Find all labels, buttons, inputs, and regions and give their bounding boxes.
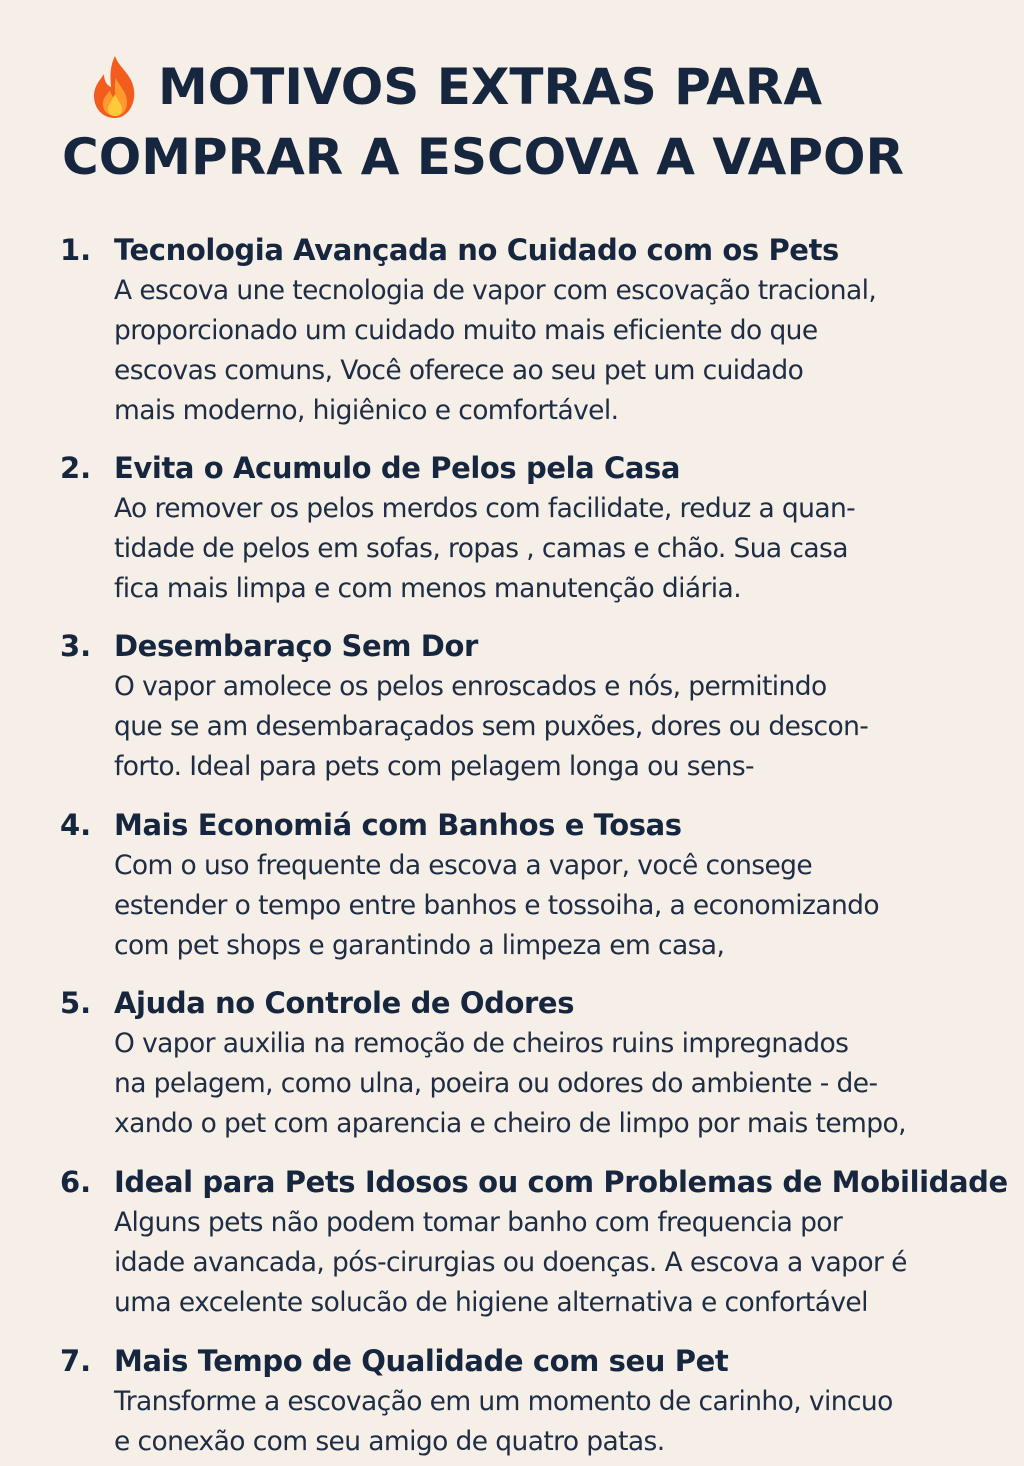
item-heading: Tecnologia Avançada no Cuidado com os Pets <box>114 233 839 267</box>
item-body-line: O vapor auxilia na remoção de cheiros ruins impregnados <box>114 1028 849 1059</box>
item-body-line: proporcionado um cuidado muito mais eficiente do que <box>114 315 818 346</box>
item-body-line: idade avancada, pós-cirurgias ou doenças. A escova a vapor é <box>114 1247 907 1278</box>
item-number: 4. <box>60 808 92 842</box>
item-heading: Mais Economiá com Banhos e Tosas <box>114 808 682 842</box>
item-body-line: fica mais limpa e com menos manutenção diária. <box>114 573 742 604</box>
item-body-line: escovas comuns, Você oferece ao seu pet um cuidado <box>114 355 804 386</box>
item-body-line: uma excelente solucão de higiene alternativa e confortável <box>114 1287 868 1318</box>
item-number: 3. <box>60 629 92 663</box>
title-line-2: COMPRAR A ESCOVA A VAPOR <box>62 128 904 186</box>
item-body-line: e conexão com seu amigo de quatro patas. <box>114 1426 665 1457</box>
item-heading: Desembaraço Sem Dor <box>114 629 478 663</box>
item-body <box>114 271 876 431</box>
item-body-line: Com o uso frequente da escova a vapor, você consege <box>114 850 813 881</box>
item-body-line: mais moderno, higiênico e comfortável. <box>114 395 619 426</box>
item-body-line: forto. Ideal para pets com pelagem longa ou sens- <box>114 751 755 782</box>
title-line-1 <box>62 52 1002 122</box>
item-body-line: Transforme a escovação em um momento de carinho, vincuo <box>114 1386 893 1417</box>
item-body-line: Ao remover os pelos merdos com facilidate, reduz a quan- <box>114 493 856 524</box>
item-body <box>114 1382 893 1462</box>
item-body <box>114 846 879 966</box>
item-heading: Mais Tempo de Qualidade com seu Pet <box>114 1344 729 1378</box>
item-body-line: A escova une tecnologia de vapor com escovação tracional, <box>114 275 877 306</box>
page-title <box>62 52 1002 192</box>
item-number: 6. <box>60 1165 92 1199</box>
item-heading: Ideal para Pets Idosos ou com Problemas de Mobilidade <box>114 1165 1008 1199</box>
item-body <box>114 1203 907 1323</box>
item-number: 1. <box>60 233 92 267</box>
item-body-line: na pelagem, como ulna, poeira ou odores do ambiente - de- <box>114 1068 878 1099</box>
fire-icon <box>86 54 144 120</box>
item-body-line: O vapor amolece os pelos enroscados e nós, permitindo <box>114 671 827 702</box>
item-body-line: xando o pet com aparencia e cheiro de limpo por mais tempo, <box>114 1108 906 1139</box>
item-heading: Ajuda no Controle de Odores <box>114 986 575 1020</box>
title-text-1: MOTIVOS EXTRAS PARA <box>158 58 823 116</box>
item-number: 5. <box>60 986 92 1020</box>
item-body-line: tidade de pelos em sofas, ropas , camas e chão. Sua casa <box>114 533 848 564</box>
item-body-line: estender o tempo entre banhos e tossoiha, a economizando <box>114 890 879 921</box>
item-number: 2. <box>60 451 92 485</box>
item-body <box>114 1024 906 1144</box>
item-body-line: Alguns pets não podem tomar banho com frequencia por <box>114 1207 843 1238</box>
item-heading: Evita o Acumulo de Pelos pela Casa <box>114 451 681 485</box>
item-number: 7. <box>60 1344 92 1378</box>
item-body <box>114 489 855 609</box>
item-body-line: que se am desembaraçados sem puxões, dores ou descon- <box>114 711 869 742</box>
item-body <box>114 667 868 787</box>
item-body-line: com pet shops e garantindo a limpeza em casa, <box>114 930 725 961</box>
